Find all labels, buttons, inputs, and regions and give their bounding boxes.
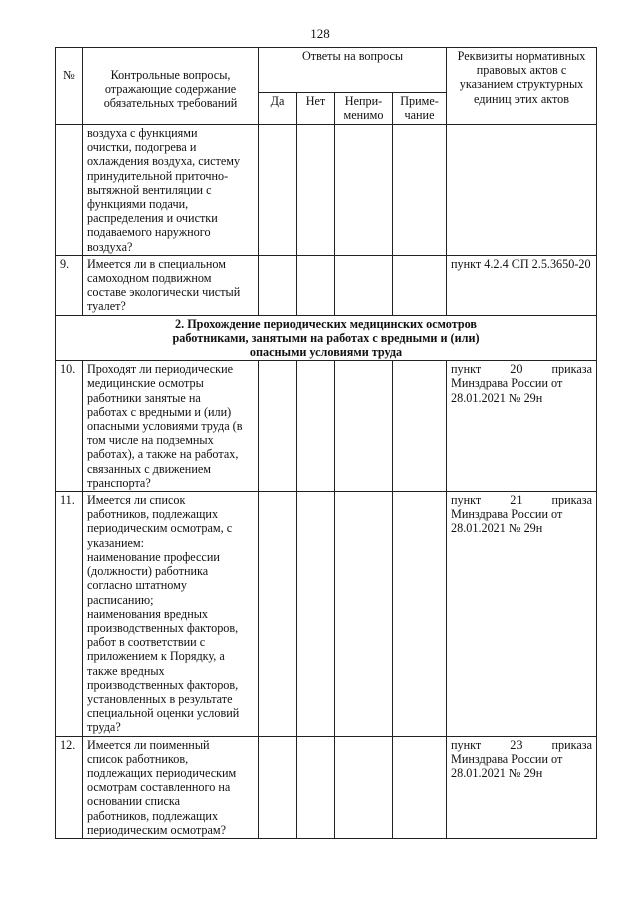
question-line: воздуха?: [87, 239, 133, 254]
question-line: работников, подлежащих: [87, 808, 219, 823]
section-2-header: 2. Прохождение периодических медицинских осмотров работниками, занятыми на работах с вредными и (или) опасными условиями труда: [56, 315, 597, 361]
answer-na-cell: [335, 125, 393, 256]
answer-note-cell: [393, 361, 447, 492]
question-line: работники занятые на: [87, 390, 201, 405]
header-reference: Реквизиты нормативных правовых актов с указанием структурных единиц этих актов: [447, 48, 597, 125]
reference-word: приказа: [551, 493, 593, 508]
header-question: Контрольные вопросы, отражающие содержание обязательных требований: [83, 48, 259, 125]
question-line: туалет?: [87, 299, 126, 314]
row-number: [56, 125, 83, 256]
table-row: [56, 255, 597, 315]
reference-rest: Минздрава России от 28.01.2021 № 29н: [451, 376, 563, 405]
question-line: специальной оценки условий: [87, 706, 240, 721]
question-line: основании списка: [87, 794, 181, 809]
question-line: охлаждения воздуха, систему: [87, 154, 241, 169]
question-line: согласно штатному: [87, 578, 187, 593]
question-line: осмотрам составленного на: [87, 780, 231, 795]
answer-note-cell: [393, 125, 447, 256]
row-reference: [447, 125, 597, 256]
question-line: подлежащих периодическим: [87, 765, 237, 780]
header-no: Нет: [297, 93, 335, 125]
row-number: 11.: [56, 492, 83, 736]
answer-na-cell: [335, 255, 393, 315]
answer-na-cell: [335, 492, 393, 736]
row-number: 9.: [56, 255, 83, 315]
question-line: транспорта?: [87, 475, 151, 490]
checklist-table: [55, 47, 597, 839]
question-line: расписанию;: [87, 592, 154, 607]
reference-word: приказа: [551, 737, 593, 752]
question-line: опасными условиями труда (в: [87, 419, 243, 434]
answer-no-cell: [297, 125, 335, 256]
question-line: медицинские осмотры: [87, 376, 204, 391]
question-line: работах), а также на работах,: [87, 447, 239, 462]
question-line: том числе на подземных: [87, 433, 214, 448]
answer-na-cell: [335, 361, 393, 492]
answer-yes-cell: [259, 361, 297, 492]
row-reference: [447, 492, 597, 736]
answer-no-cell: [297, 255, 335, 315]
question-line: периодическим осмотрам?: [87, 822, 227, 837]
header-num: №: [56, 48, 83, 125]
answer-note-cell: [393, 255, 447, 315]
header-row: [56, 48, 597, 93]
question-line: функциями подачи,: [87, 197, 189, 212]
answer-yes-cell: [259, 736, 297, 838]
row-question: [83, 361, 259, 492]
answer-note-cell: [393, 736, 447, 838]
answer-na-cell: [335, 736, 393, 838]
reference-word: 21: [510, 493, 523, 508]
answer-yes-cell: [259, 125, 297, 256]
question-line: Проходят ли периодические: [87, 362, 234, 377]
question-line: очистки, подогрева и: [87, 140, 197, 155]
answer-note-cell: [393, 492, 447, 736]
question-line: также вредных: [87, 663, 165, 678]
question-line: список работников,: [87, 751, 189, 766]
answer-yes-cell: [259, 492, 297, 736]
question-line: работах с вредными и (или): [87, 404, 232, 419]
row-question: [83, 492, 259, 736]
question-line: воздуха с функциями: [87, 126, 198, 140]
question-line: (должности) работника: [87, 564, 209, 579]
reference-word: 23: [510, 737, 523, 752]
question-line: Имеется ли поименный: [87, 737, 210, 752]
question-line: Имеется ли в специальном: [87, 256, 226, 271]
row-question: [83, 255, 259, 315]
row-reference: пункт 4.2.4 СП 2.5.3650-20: [447, 255, 597, 315]
question-line: работ в соответствии с: [87, 635, 206, 650]
answer-no-cell: [297, 361, 335, 492]
row-reference: [447, 736, 597, 838]
question-line: принудительной приточно-: [87, 168, 229, 183]
question-line: распределения и очистки: [87, 211, 218, 226]
row-question: [83, 736, 259, 838]
question-line: наименование профессии: [87, 549, 220, 564]
question-line: подаваемого наружного: [87, 225, 211, 240]
question-line: приложением к Порядку, а: [87, 649, 225, 664]
answer-yes-cell: [259, 255, 297, 315]
reference-word: пункт: [451, 362, 482, 377]
reference-word: приказа: [551, 362, 593, 377]
row-number: 10.: [56, 361, 83, 492]
answer-no-cell: [297, 736, 335, 838]
row-number: 12.: [56, 736, 83, 838]
question-line: установленных в результате: [87, 691, 233, 706]
header-not-applicable: Непри- менимо: [335, 93, 393, 125]
question-line: самоходном подвижном: [87, 271, 212, 286]
question-line: производственных факторов,: [87, 677, 239, 692]
question-line: указанием:: [87, 535, 145, 550]
question-line: составе экологически чистый: [87, 285, 241, 300]
answer-no-cell: [297, 492, 335, 736]
reference-word: пункт: [451, 737, 482, 752]
reference-rest: Минздрава России от 28.01.2021 № 29н: [451, 751, 563, 780]
header-answers: Ответы на вопросы: [259, 48, 447, 93]
page-number: 128: [310, 26, 330, 41]
reference-word: 20: [510, 362, 523, 377]
question-line: производственных факторов,: [87, 620, 239, 635]
header-yes: Да: [259, 93, 297, 125]
table-row: [56, 361, 597, 492]
table-row: [56, 736, 597, 838]
row-reference: [447, 361, 597, 492]
question-line: вытяжной вентиляции с: [87, 182, 212, 197]
reference-rest: Минздрава России от 28.01.2021 № 29н: [451, 507, 563, 536]
question-line: Имеется ли список: [87, 493, 186, 508]
question-line: работников, подлежащих: [87, 507, 219, 522]
question-line: наименования вредных: [87, 606, 208, 621]
question-line: связанных с движением: [87, 461, 211, 476]
reference-word: пункт: [451, 493, 482, 508]
header-note: Приме- чание: [393, 93, 447, 125]
table-row: [56, 492, 597, 736]
question-line: периодическим осмотрам, с: [87, 521, 233, 536]
question-line: труда?: [87, 720, 121, 735]
table-row: [56, 125, 597, 256]
row-question: [83, 125, 259, 256]
